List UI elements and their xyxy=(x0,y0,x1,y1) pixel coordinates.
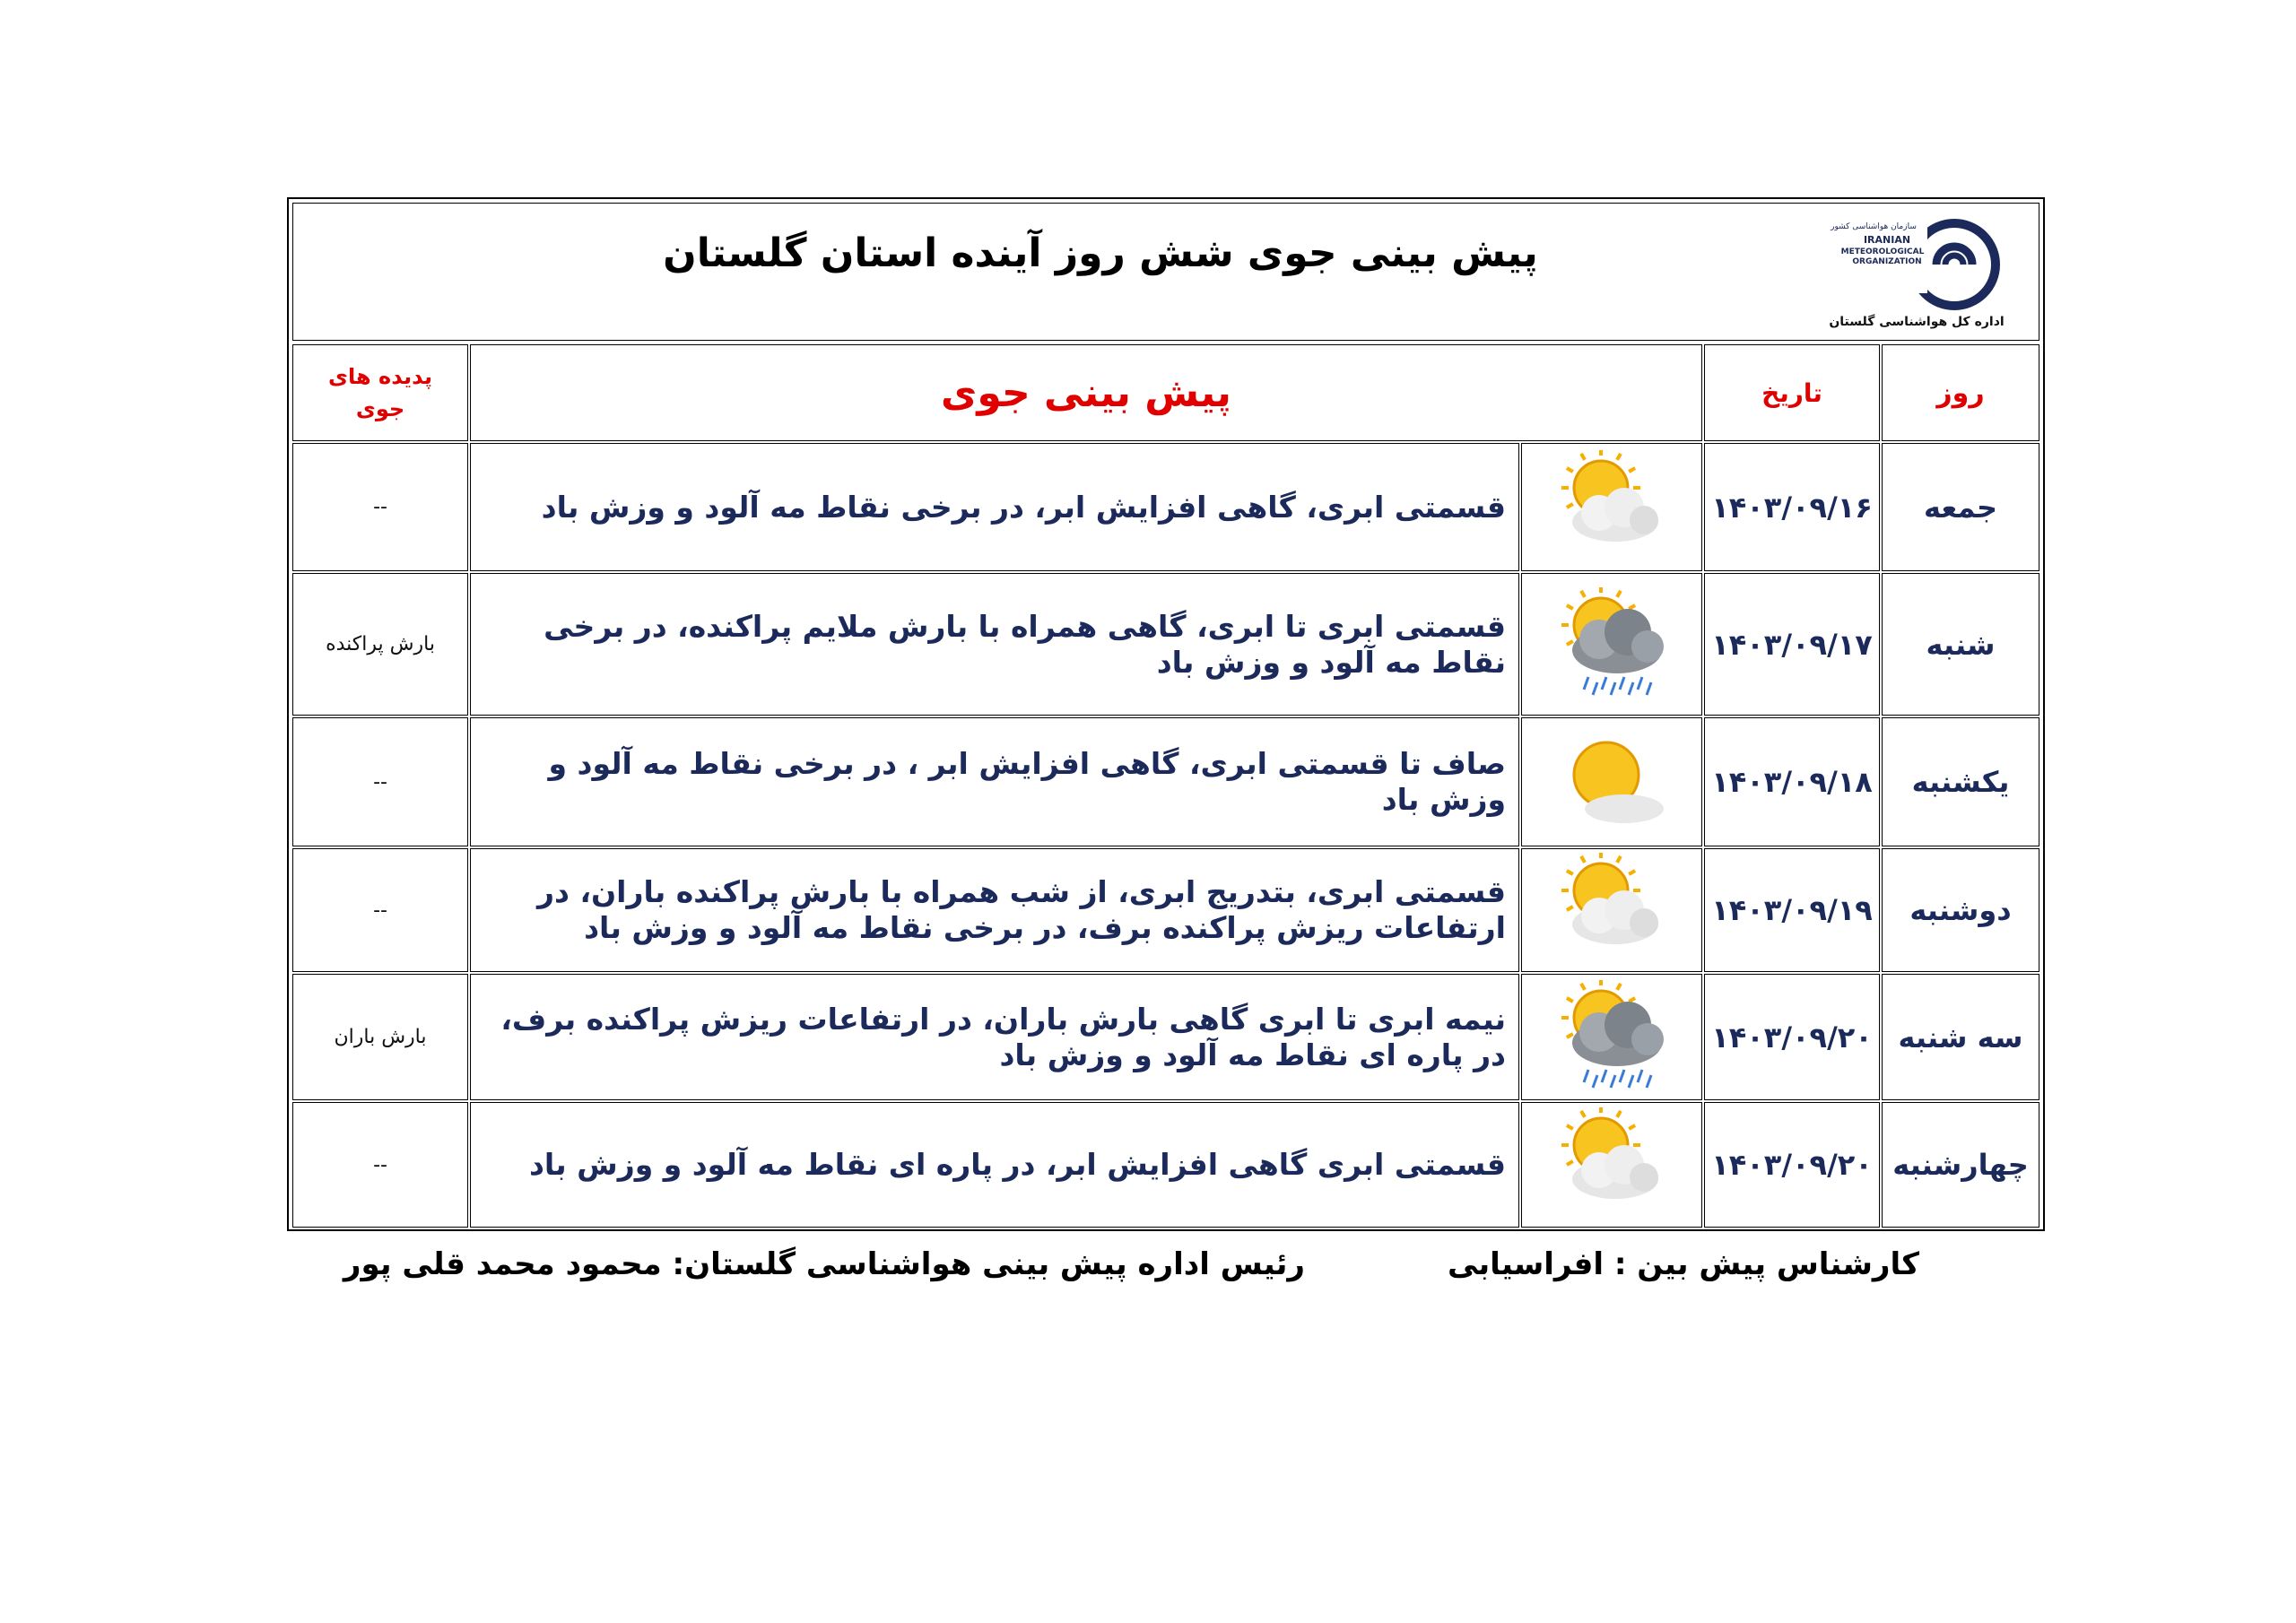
header-forecast: پیش بینی جوی xyxy=(470,344,1702,441)
weather-icon-cell xyxy=(1521,974,1702,1100)
day-cell: شنبه xyxy=(1882,573,2039,716)
partly-cloudy-icon xyxy=(1552,853,1671,968)
date-cell: ۱۴۰۳/۰۹/۱۸ xyxy=(1704,717,1880,846)
forecast-cell: نیمه ابری تا ابری گاهی بارش باران، در ارتفاعات ریزش پراکنده برف، در پاره ای نقاط مه آلود و وزش باد xyxy=(470,974,1519,1100)
forecast-cell: قسمتی ابری تا ابری، گاهی همراه با بارش ملایم پراکنده، در برخی نقاط مه آلود و وزش باد xyxy=(470,573,1519,716)
phenomena-cell: -- xyxy=(292,717,468,846)
weather-icon-cell xyxy=(1521,717,1702,846)
logo-text-fa: سازمان هواشناسی کشور xyxy=(1831,222,1917,231)
date-cell: ۱۴۰۳/۰۹/۱۹ xyxy=(1704,848,1880,972)
day-cell: سه شنبه xyxy=(1882,974,2039,1100)
sunny-partly-cloudy-icon xyxy=(1552,725,1671,839)
logo-text-2: METEOROLOGICAL xyxy=(1840,247,1925,256)
day-cell: یکشنبه xyxy=(1882,717,2039,846)
cloudy-rain-icon xyxy=(1552,980,1671,1095)
weather-icon-cell xyxy=(1521,848,1702,972)
forecast-sheet xyxy=(287,197,2045,1231)
header-day: روز xyxy=(1882,344,2039,441)
header-phenomena-line1: پدیده های xyxy=(328,364,432,389)
header-date: تاریخ xyxy=(1704,344,1880,441)
page-title: پیش بینی جوی شش روز آینده استان گلستان xyxy=(663,230,1538,276)
weather-icon-cell xyxy=(1521,1102,1702,1228)
phenomena-cell: -- xyxy=(292,443,468,571)
forecast-cell: قسمتی ابری گاهی افزایش ابر، در پاره ای نقاط مه آلود و وزش باد xyxy=(470,1102,1519,1228)
head-label: رئیس اداره پیش بینی هواشناسی گلستان: محمود محمد قلی پور xyxy=(343,1246,1305,1282)
logo-caption: اداره کل هواشناسی گلستان xyxy=(1829,315,2005,329)
day-cell: چهارشنبه xyxy=(1882,1102,2039,1228)
forecast-cell: قسمتی ابری، بتدریج ابری، از شب همراه با بارش پراکنده باران، در ارتفاعات ریزش پراکنده برف، در برخی نقاط مه آلود و وزش باد xyxy=(470,848,1519,972)
header-phenomena xyxy=(292,344,468,441)
weather-icon-cell xyxy=(1521,573,1702,716)
date-cell: ۱۴۰۳/۰۹/۲۰ xyxy=(1704,974,1880,1100)
phenomena-cell: -- xyxy=(292,848,468,972)
date-cell: ۱۴۰۳/۰۹/۱۷ xyxy=(1704,573,1880,716)
date-cell: ۱۴۰۳/۰۹/۱۶ xyxy=(1704,443,1880,571)
date-cell: ۱۴۰۳/۰۹/۲۰ xyxy=(1704,1102,1880,1228)
logo-text-1: IRANIAN xyxy=(1863,234,1911,246)
forecast-cell: قسمتی ابری، گاهی افزایش ابر، در برخی نقاط مه آلود و وزش باد xyxy=(470,443,1519,571)
phenomena-cell: بارش پراکنده xyxy=(292,573,468,716)
logo-text-3: ORGANIZATION xyxy=(1852,257,1922,266)
partly-cloudy-icon xyxy=(1552,1107,1671,1222)
weather-icon-cell xyxy=(1521,443,1702,571)
day-cell: دوشنبه xyxy=(1882,848,2039,972)
day-cell: جمعه xyxy=(1882,443,2039,571)
partly-cloudy-icon xyxy=(1552,450,1671,565)
phenomena-cell: -- xyxy=(292,1102,468,1228)
organization-logo xyxy=(1802,209,2031,334)
header-box xyxy=(292,203,2039,341)
cloudy-rain-icon xyxy=(1552,587,1671,702)
phenomena-cell: بارش باران xyxy=(292,974,468,1100)
header-phenomena-line2: جوی xyxy=(355,396,405,421)
forecast-cell: صاف تا قسمتی ابری، گاهی افزایش ابر ، در برخی نقاط مه آلود و وزش باد xyxy=(470,717,1519,846)
forecaster-label: کارشناس پیش بین : افراسیابی xyxy=(1448,1246,1919,1282)
